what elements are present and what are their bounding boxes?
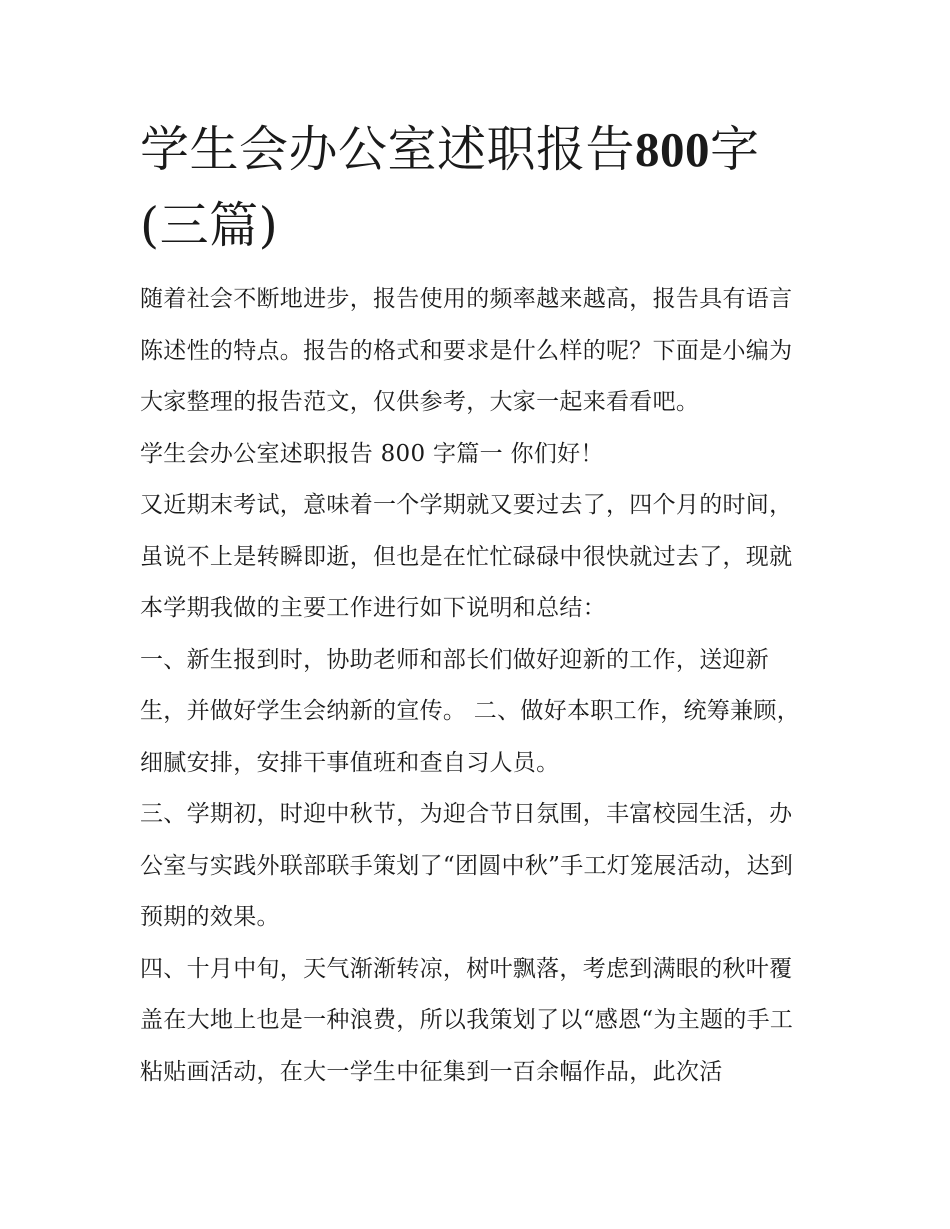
document-page [140,112,812,1098]
section-heading: 学生会办公室述职报告 800 字篇一 你们好！ [140,440,604,467]
body-paragraph: 四、十月中旬，天气渐渐转凉，树叶飘落，考虑到满眼的秋叶覆盖在大地上也是一种浪费，所以我策划了以“感恩“为主题的手工粘贴画活动，在大一学生中征集到一百余幅作品，此次活 [140,955,794,1085]
title-prefix: 学生会办公室述职报告 [140,121,636,178]
title-suffix: 字(三篇) [140,121,760,254]
intro-paragraph: 随着社会不断地进步，报告使用的频率越来越高，报告具有语言陈述性的特点。报告的格式和要求是什么样的呢？下面是小编为大家整理的报告范文，仅供参考，大家一起来看看吧。 [140,286,793,415]
document-body [140,274,812,1098]
body-paragraph: 三、学期初，时迎中秋节，为迎合节日氛围，丰富校园生活，办公室与实践外联部联手策划了“团圆中秋”手工灯笼展活动，达到预期的效果。 [140,801,794,930]
document-title [140,112,812,264]
body-paragraph: 又近期末考试，意味着一个学期就又要过去了，四个月的时间，虽说不上是转瞬即逝，但也是在忙忙碌碌中很快就过去了，现就本学期我做的主要工作进行如下说明和总结： [140,492,793,621]
body-paragraph: 一、新生报到时，协助老师和部长们做好迎新的工作，送迎新生，并做好学生会纳新的宣传。 二、做好本职工作，统筹兼顾，细腻安排，安排干事值班和查自习人员。 [140,646,801,776]
title-number: 800 [635,122,711,177]
